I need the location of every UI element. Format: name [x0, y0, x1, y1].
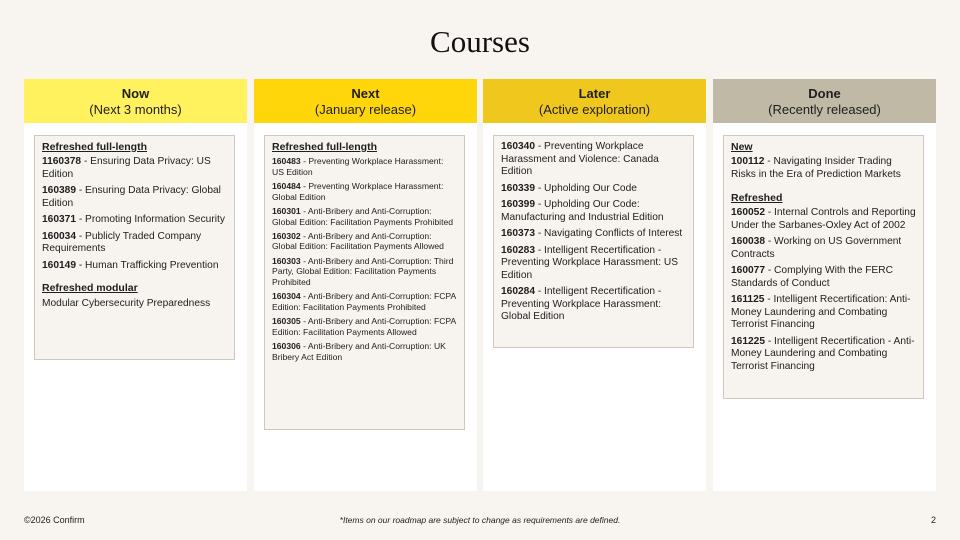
list-item: 160077 - Complying With the FERC Standards of Conduct — [731, 265, 893, 289]
section-heading: Refreshed modular — [42, 282, 138, 294]
list-item: 160340 - Preventing Workplace Harassment and Violence: Canada Edition — [501, 141, 659, 177]
list-item: 160034 - Publicly Traded Company Requirements — [42, 230, 202, 254]
list-item: 160302 - Anti-Bribery and Anti-Corruption: Global Edition: Facilitation Payments Allowed — [272, 230, 444, 252]
list-item: 160389 - Ensuring Data Privacy: Global Edition — [42, 185, 221, 209]
column-title: Later — [578, 86, 611, 101]
list-item: 160283 - Intelligent Recertification - Preventing Workplace Harassment: US Edition — [501, 244, 679, 281]
column-done — [713, 79, 936, 491]
list-item: 160301 - Anti-Bribery and Anti-Corruption: Global Edition: Facilitation Payments Prohibited — [272, 205, 454, 227]
column-header-done — [713, 79, 936, 123]
column-next — [254, 79, 477, 491]
column-header-now — [24, 79, 247, 123]
column-header-next — [254, 79, 477, 123]
course-card-done — [723, 135, 924, 399]
list-item: 160399 - Upholding Our Code: Manufacturing and Industrial Edition — [501, 199, 664, 223]
list-item: 160038 - Working on US Government Contracts — [731, 236, 902, 260]
page-title: Courses — [430, 24, 530, 59]
list-item: 160371 - Promoting Information Security — [42, 214, 225, 225]
copyright: ©2026 Confirm — [24, 515, 85, 525]
column-subtitle: (Active exploration) — [538, 102, 651, 117]
column-header-later — [483, 79, 706, 123]
list-item: 100112 - Navigating Insider Trading Risks in the Era of Prediction Markets — [731, 156, 901, 180]
list-item: 160305 - Anti-Bribery and Anti-Corruption: FCPA Edition: Facilitation Payments Allowed — [272, 316, 456, 337]
list-item: 161225 - Intelligent Recertification - Anti-Money Laundering and Combating Terrorist Financing — [731, 335, 915, 372]
column-title: Next — [351, 86, 380, 101]
section-heading: Refreshed — [731, 192, 783, 204]
column-subtitle: (January release) — [314, 102, 417, 117]
list-item: 160052 - Internal Controls and Reporting Under the Sarbanes-Oxley Act of 2002 — [731, 207, 916, 231]
list-item: 161125 - Intelligent Recertification: Anti-Money Laundering and Combating Terrorist Financing — [731, 294, 911, 330]
list-item: 160483 - Preventing Workplace Harassment: US Edition — [272, 156, 444, 177]
list-item: Modular Cybersecurity Preparedness — [42, 298, 211, 309]
list-item: 160484 - Preventing Workplace Harassment: Global Edition — [272, 180, 444, 202]
page-number: 2 — [930, 515, 936, 525]
section-heading: New — [731, 141, 753, 153]
course-card-now — [34, 135, 235, 360]
column-later — [483, 79, 706, 491]
roadmap-columns — [24, 79, 936, 491]
list-item: 160339 - Upholding Our Code — [501, 182, 637, 194]
list-item: 160149 - Human Trafficking Prevention — [42, 259, 219, 271]
list-item: 160284 - Intelligent Recertification - Preventing Workplace Harassment: Global Edition — [501, 286, 662, 322]
list-item: 160373 - Navigating Conflicts of Interest — [501, 228, 683, 239]
column-subtitle: (Recently released) — [768, 102, 881, 117]
section-heading: Refreshed full-length — [272, 141, 378, 153]
list-item: 160306 - Anti-Bribery and Anti-Corruption: UK Bribery Act Edition — [272, 341, 446, 362]
footnote: *Items on our roadmap are subject to change as requirements are defined. — [339, 515, 621, 525]
column-title: Done — [808, 86, 841, 101]
section-heading: Refreshed full-length — [42, 141, 148, 153]
column-now — [24, 79, 247, 491]
course-card-next — [264, 135, 465, 430]
course-card-later — [493, 135, 694, 348]
list-item: 160304 - Anti-Bribery and Anti-Corruption: FCPA Edition: Facilitation Payments Prohibited — [272, 291, 456, 312]
column-subtitle: (Next 3 months) — [89, 102, 182, 117]
list-item: 1160378 - Ensuring Data Privacy: US Edition — [42, 156, 211, 180]
column-title: Now — [121, 86, 150, 101]
list-item: 160303 - Anti-Bribery and Anti-Corruption: Third Party, Global Edition: Facilitation Payments Prohibited — [272, 255, 454, 288]
